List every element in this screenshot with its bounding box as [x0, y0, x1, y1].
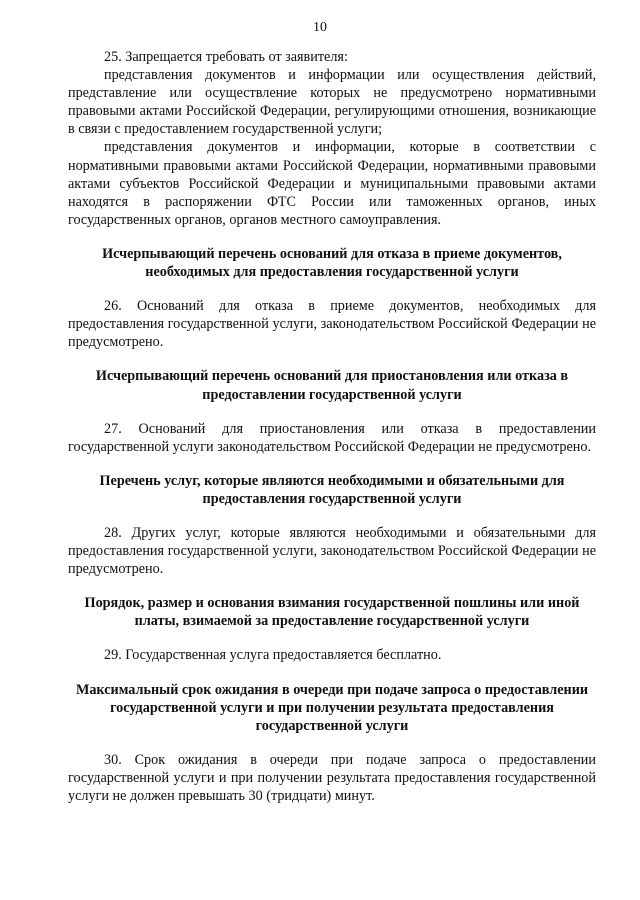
document-body	[68, 48, 596, 805]
paragraph-27: 27. Оснований для приостановления или отказа в предоставлении государственной услуги законодательством Российской Федерации не предусмотрено.	[68, 420, 596, 455]
paragraph-25-intro: 25. Запрещается требовать от заявителя:	[104, 49, 348, 65]
page-number: 10	[313, 20, 327, 35]
paragraph-26: 26. Оснований для отказа в приеме документов, необходимых для предоставления государственной услуги, законодательством Российской Федерации не предусмотрено.	[68, 298, 596, 351]
paragraph-25-item-1: представления документов и информации или осуществления действий, представление или осуществление которых не предусмотрено нормативными правовыми актами Российской Федерации, регулирующими отношения, возникающие в связи с предоставлением государственной услуги;	[68, 67, 596, 138]
paragraph-29: 29. Государственная услуга предоставляется бесплатно.	[104, 647, 442, 664]
section-heading-refusal-acceptance: Исчерпывающий перечень оснований для отказа в приеме документов, необходимых для предоставления государственной услуги	[102, 245, 562, 281]
paragraph-25-item-2: представления документов и информации, которые в соответствии с нормативными правовыми актами Российской Федерации, нормативными правовыми актами субъектов Российской Федерации и муниципальными правовыми актами находятся в распоряжении ФТС России или таможенных органов, иных государственных органов, органов местного самоуправления.	[68, 139, 596, 228]
paragraph-28: 28. Других услуг, которые являются необходимыми и обязательными для предоставления государственной услуги, законодательством Российской Федерации не предусмотрено.	[68, 524, 596, 578]
paragraph-30: 30. Срок ожидания в очереди при подаче запроса о предоставлении государственной услуги и при получении результата предоставления государственной услуги не должен превышать 30 (тридцати) минут.	[68, 751, 596, 804]
section-heading-state-fee: Порядок, размер и основания взимания государственной пошлины или иной платы, взимаемой за предоставление государственной услуги	[84, 595, 580, 630]
section-heading-required-services: Перечень услуг, которые являются необходимыми и обязательными для предоставления государственной услуги	[99, 472, 565, 507]
section-heading-max-waiting-time: Максимальный срок ожидания в очереди при подаче запроса о предоставлении государственной услуги и при получении результата предоставления государственной услуги	[75, 681, 589, 734]
section-heading-suspension-refusal: Исчерпывающий перечень оснований для приостановления или отказа в предоставлении государственной услуги	[95, 368, 569, 403]
